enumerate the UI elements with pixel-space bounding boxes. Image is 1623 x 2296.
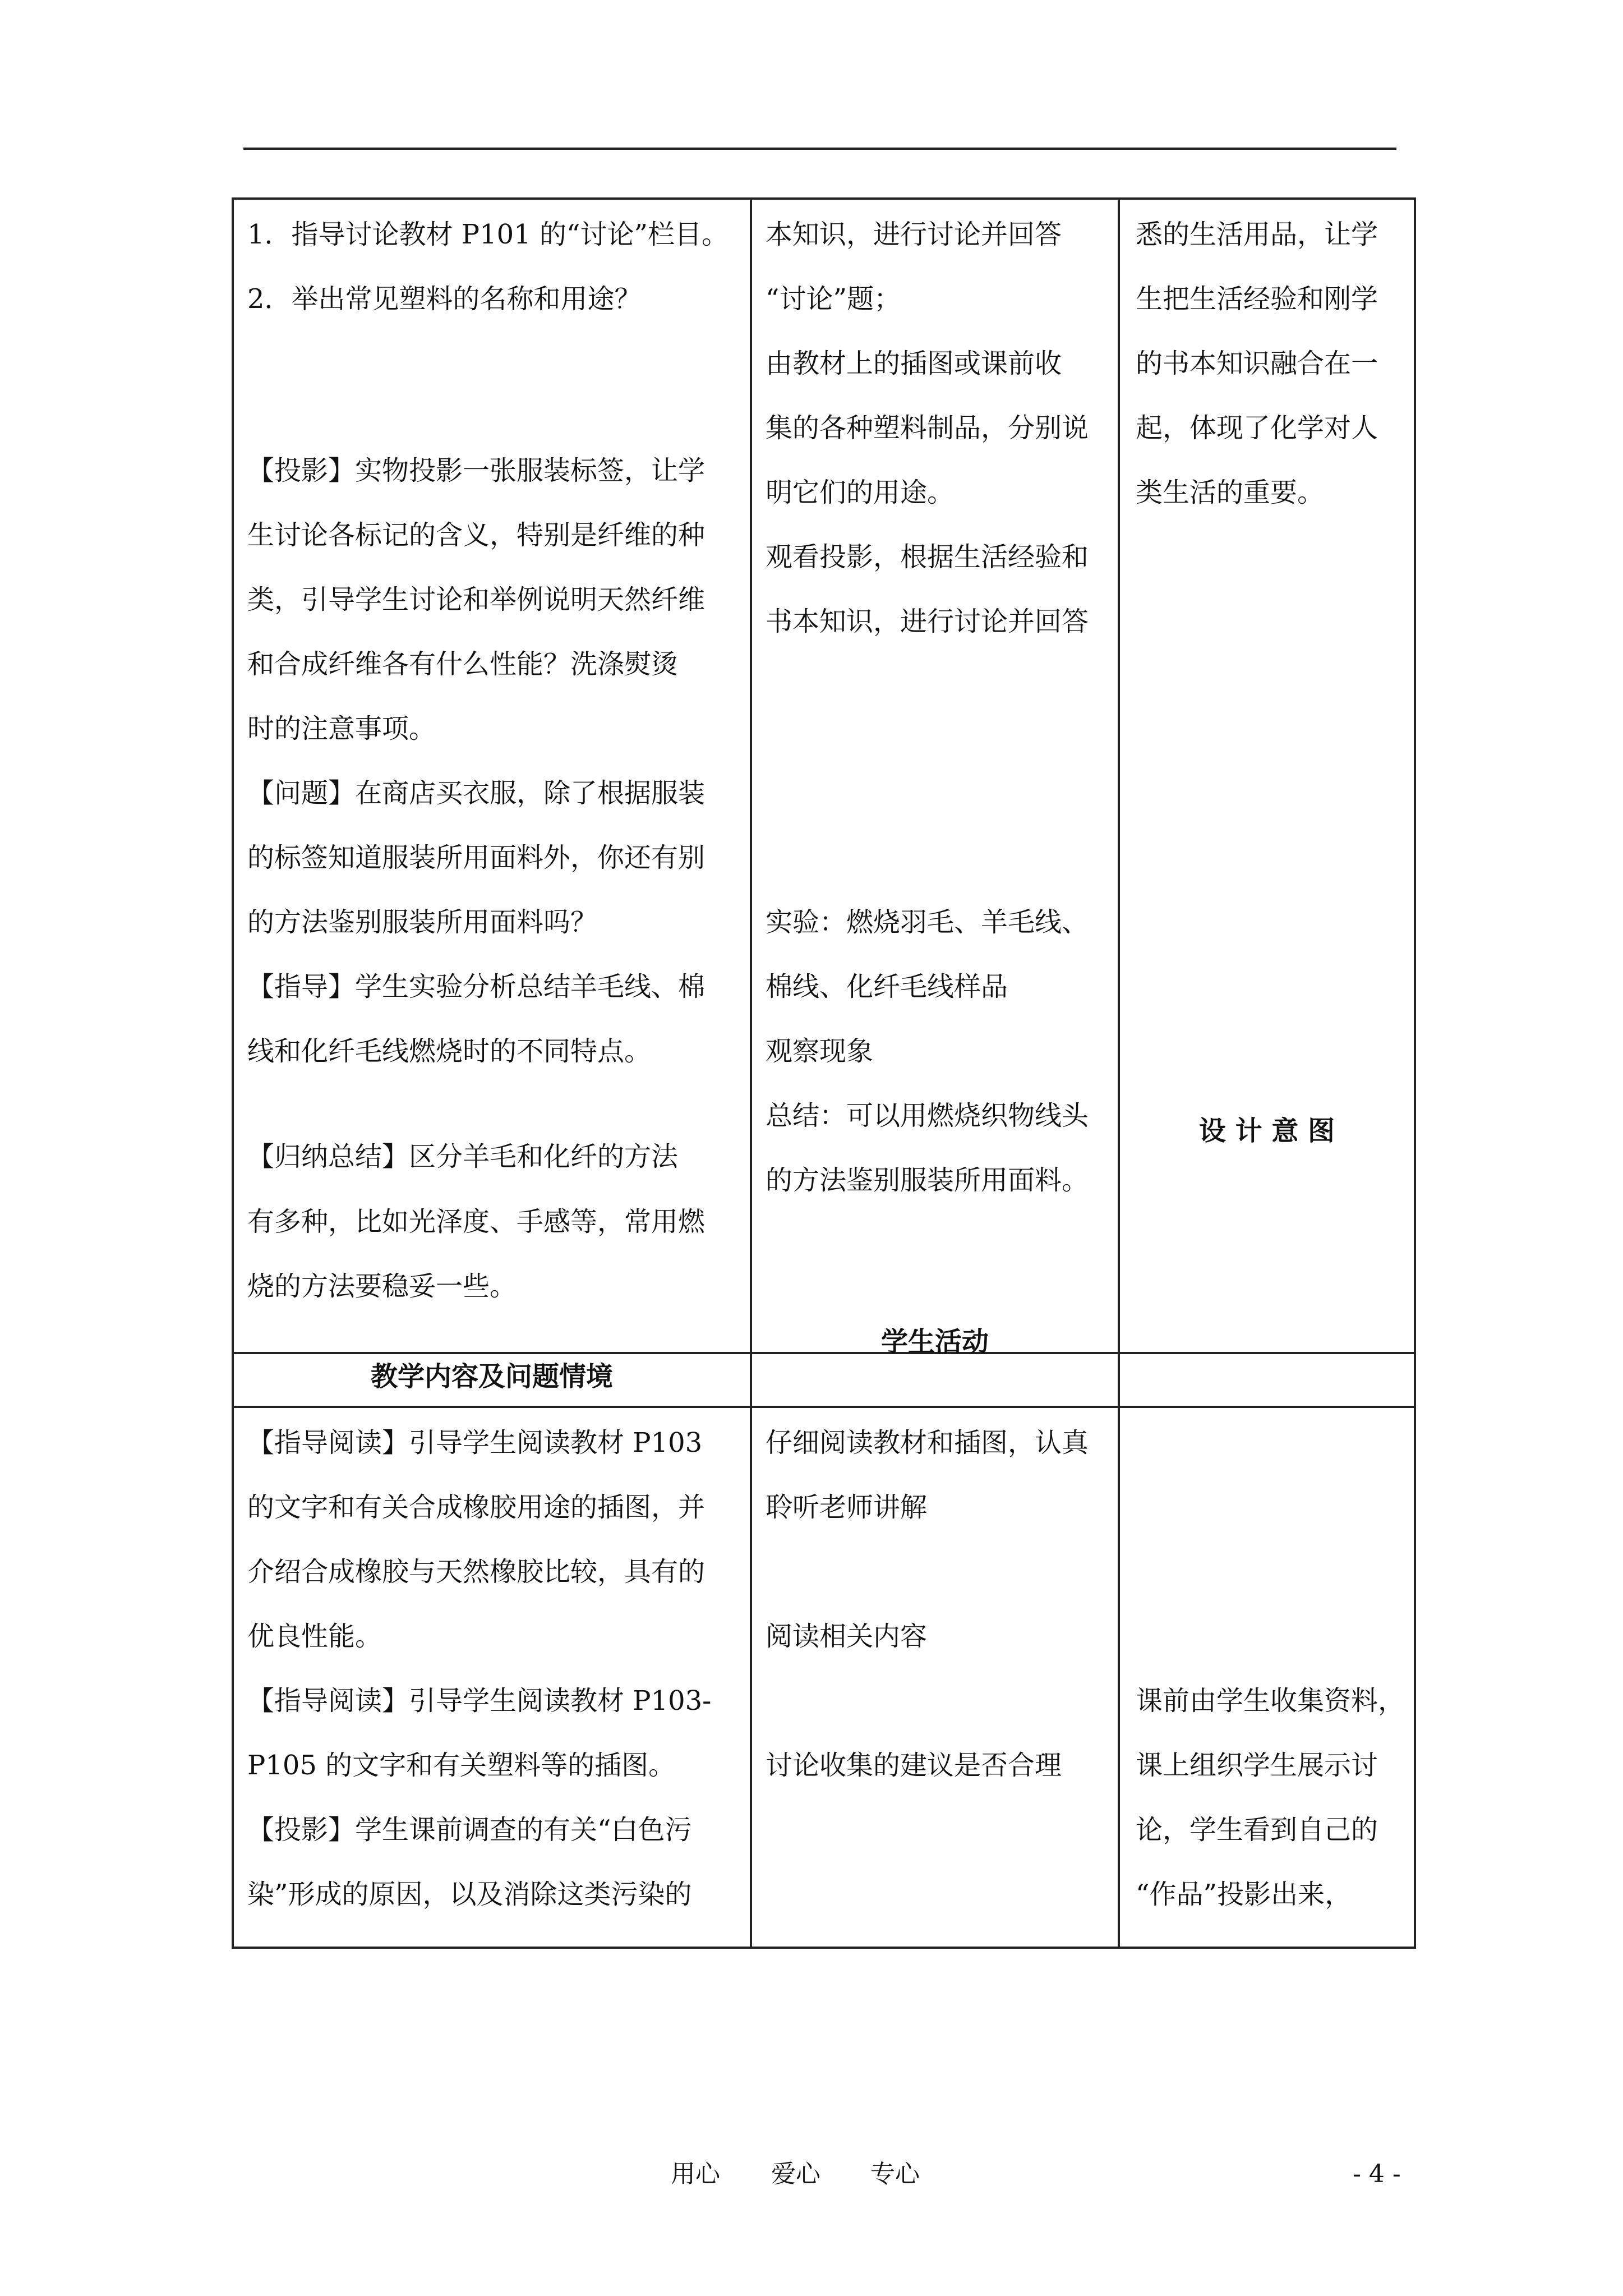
text-line: 由教材上的插图或课前收 bbox=[766, 348, 1062, 379]
text-line: 讨论收集的建议是否合理 bbox=[766, 1750, 1062, 1781]
text-line: 【指导阅读】引导学生阅读教材 P103- bbox=[247, 1685, 712, 1717]
text-line: 介绍合成橡胶与天然橡胶比较，具有的 bbox=[247, 1556, 706, 1588]
text-line: 阅读相关内容 bbox=[766, 1621, 928, 1652]
text-line: 2．举出常见塑料的名称和用途？ bbox=[247, 283, 642, 315]
lesson-plan-table bbox=[232, 197, 1416, 1949]
text-line: 课前由学生收集资料， bbox=[1136, 1685, 1405, 1717]
column-heading-design-intent: 设 计 意 图 bbox=[1198, 1115, 1335, 1147]
design-intent-cell bbox=[1119, 1407, 1415, 1948]
text-line: 的文字和有关合成橡胶用途的插图，并 bbox=[247, 1492, 706, 1523]
column-heading-teaching-content: 教学内容及问题情境 bbox=[370, 1361, 613, 1392]
text-line: 【归纳总结】区分羊毛和化纤的方法 bbox=[247, 1141, 679, 1172]
table-cell bbox=[1119, 1353, 1415, 1407]
text-line: 课上组织学生展示讨 bbox=[1136, 1750, 1378, 1781]
text-line: 生把生活经验和刚学 bbox=[1136, 283, 1378, 315]
text-line: 和合成纤维各有什么性能？洗涤熨烫 bbox=[247, 648, 679, 680]
text-line: 书本知识，进行讨论并回答 bbox=[766, 606, 1089, 637]
text-line: 有多种，比如光泽度、手感等，常用燃 bbox=[247, 1206, 706, 1237]
table-cell bbox=[751, 1353, 1119, 1407]
table-row bbox=[233, 199, 1415, 1353]
text-line: 集的各种塑料制品，分别说 bbox=[766, 412, 1089, 444]
teaching-content-cell bbox=[233, 1407, 751, 1948]
text-line: 类，引导学生讨论和举例说明天然纤维 bbox=[247, 584, 706, 615]
text-line: 【投影】学生课前调查的有关“白色污 bbox=[247, 1814, 692, 1846]
text-line: 悉的生活用品，让学 bbox=[1136, 219, 1378, 250]
text-line: 1．指导讨论教材 P101 的“讨论”栏目。 bbox=[247, 219, 729, 250]
text-line: 的书本知识融合在一 bbox=[1136, 348, 1378, 379]
text-line: 烧的方法要稳妥一些。 bbox=[247, 1271, 517, 1302]
text-line: P105 的文字和有关塑料等的插图。 bbox=[247, 1750, 676, 1781]
column-heading-student-activity: 学生活动 bbox=[880, 1326, 989, 1358]
text-line: 的方法鉴别服装所用面料。 bbox=[766, 1165, 1089, 1196]
text-line: 的标签知道服装所用面料外，你还有别 bbox=[247, 842, 706, 873]
text-line: 实验：燃烧羽毛、羊毛线、 bbox=[766, 907, 1089, 938]
text-line: 棉线、化纤毛线样品 bbox=[766, 971, 1008, 1002]
teaching-content-heading-cell bbox=[233, 1353, 751, 1407]
text-line: 时的注意事项。 bbox=[247, 713, 436, 744]
table-row bbox=[233, 1353, 1415, 1407]
student-activity-cell bbox=[751, 1407, 1119, 1948]
text-line: 总结：可以用燃烧织物线头 bbox=[766, 1100, 1089, 1131]
text-line: “作品”投影出来， bbox=[1136, 1879, 1352, 1910]
footer-motto-2: 爱心 bbox=[771, 2160, 820, 2188]
page-number: - 4 - bbox=[1353, 2160, 1401, 2188]
text-line: 观察现象 bbox=[766, 1036, 874, 1067]
text-line: “讨论”题； bbox=[766, 283, 901, 315]
text-line: 观看投影，根据生活经验和 bbox=[766, 541, 1089, 573]
text-line: 优良性能。 bbox=[247, 1621, 382, 1652]
text-line: 生讨论各标记的含义，特别是纤维的种 bbox=[247, 519, 706, 551]
text-line: 仔细阅读教材和插图，认真 bbox=[766, 1427, 1089, 1458]
text-line: 线和化纤毛线燃烧时的不同特点。 bbox=[247, 1036, 652, 1067]
text-line: 【投影】实物投影一张服装标签，让学 bbox=[247, 455, 706, 486]
design-intent-cell bbox=[1119, 199, 1415, 1353]
text-line: 【指导】学生实验分析总结羊毛线、棉 bbox=[247, 971, 706, 1002]
footer-motto-3: 专心 bbox=[870, 2160, 920, 2188]
text-line: 的方法鉴别服装所用面料吗？ bbox=[247, 907, 598, 938]
text-line: 【问题】在商店买衣服，除了根据服装 bbox=[247, 777, 706, 809]
table-row bbox=[233, 1407, 1415, 1948]
text-line: 类生活的重要。 bbox=[1136, 477, 1325, 508]
teaching-content-cell bbox=[233, 199, 751, 1353]
footer-motto-1: 用心 bbox=[671, 2160, 720, 2188]
text-line: 【指导阅读】引导学生阅读教材 P103 bbox=[247, 1427, 703, 1458]
text-line: 论，学生看到自己的 bbox=[1136, 1814, 1378, 1846]
text-line: 起，体现了化学对人 bbox=[1136, 412, 1378, 444]
text-line: 明它们的用途。 bbox=[766, 477, 955, 508]
text-line: 聆听老师讲解 bbox=[766, 1492, 928, 1523]
text-line: 染”形成的原因，以及消除这类污染的 bbox=[247, 1879, 692, 1910]
text-line: 本知识，进行讨论并回答 bbox=[766, 219, 1062, 250]
student-activity-cell bbox=[751, 199, 1119, 1358]
header-rule bbox=[243, 148, 1396, 150]
